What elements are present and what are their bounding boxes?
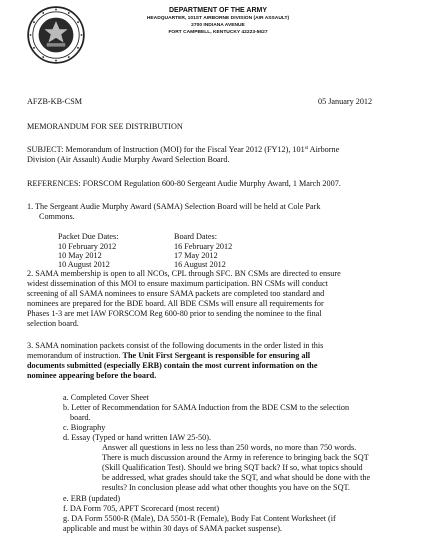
list-item-b-cont: board. [70, 413, 91, 422]
subject-line-1 [27, 145, 339, 155]
office-symbol: AFZB-KB-CSM [27, 97, 83, 106]
packet-date: 10 February 2012 [58, 242, 117, 251]
para3-bold-text: The Unit First Sergeant is responsible for ensuring all [122, 351, 311, 360]
references-line: REFERENCES: FORSCOM Regulation 600-80 Sergeant Audie Murphy Award, 1 March 2007. [27, 179, 341, 188]
letterhead-street: 2700 INDIANA AVENUE [191, 23, 245, 28]
board-dates-header: Board Dates: [174, 232, 217, 241]
packet-date: 10 August 2012 [58, 260, 110, 269]
letterhead-department: DEPARTMENT OF THE ARMY [169, 7, 267, 14]
para3-line-2 [27, 351, 310, 361]
list-item-b: b. Letter of Recommendation for SAMA Induction from the BDE CSM to the selection [63, 403, 350, 412]
para1-line-2: Commons. [39, 212, 75, 221]
para2-line: widest dissemination of this MOI to ensure maximum participation. BN CSMs will conduct [27, 279, 328, 288]
subject-superscript: st [304, 146, 309, 151]
list-item-f: f. DA Form 705, APFT Scorecard (most recent) [63, 504, 220, 513]
subject-line-2: Division (Air Assault) Audie Murphy Award Selection Board. [27, 155, 230, 164]
essay-line: Answer all questions in less no less than 250 words, no more than 750 words. [102, 443, 357, 452]
board-date: 17 May 2012 [174, 251, 218, 260]
subject-text-a: SUBJECT: Memorandum of Instruction (MOI) for the Fiscal Year 2012 (FY12), 101 [27, 145, 305, 154]
board-date: 16 August 2012 [174, 260, 226, 269]
essay-line: results? In conclusion please add what other thoughts you have on the SQT. [102, 483, 350, 492]
letterhead-city: FORT CAMPBELL, KENTUCKY 42223-5627 [168, 30, 268, 35]
subject-text-b: Airborne [308, 145, 340, 154]
para3-line-1: 3. SAMA nomination packets consist of the following documents in the order listed in this [27, 341, 324, 350]
board-date: 16 February 2012 [174, 242, 233, 251]
list-item-g-cont: applicable and must be within 30 days of SAMA packet suspense). [63, 524, 282, 533]
para3-text: memorandum of instruction. [27, 351, 123, 360]
para3-bold-line-4: nominee appearing before the board. [27, 371, 157, 380]
para3-bold-line-3: documents submitted (especially ERB) contain the most current information on the [27, 361, 318, 370]
essay-line: (Skill Qualification Test). Should we bring SQT back? If so, what topics should [102, 463, 363, 472]
list-item-g: g. DA Form 5500-R (Male), DA 5501-R (Female), Body Fat Content Worksheet (if [63, 514, 336, 523]
para2-line: nominees are prepared for the BDE board. All BDE CSMs will ensure all requirements for [27, 299, 324, 308]
memo-for-line: MEMORANDUM FOR SEE DISTRIBUTION [27, 122, 183, 131]
list-item-a: a. Completed Cover Sheet [63, 393, 149, 402]
letterhead-headquarter: HEADQUARTER, 101ST AIRBORNE DIVISION (AIR ASSAULT) [146, 16, 290, 21]
para2-line: 2. SAMA membership is open to all NCOs, CPL through SFC. BN CSMs are directed to ensure [27, 269, 341, 278]
essay-line: be addressed, what grades should take the SQT, and what should be done with the [102, 473, 371, 482]
para2-line: screening of all SAMA nominees to ensure SAMA packets are completed too standard and [27, 289, 325, 298]
para1-line-1: 1. The Sergeant Audie Murphy Award (SAMA) Selection Board will be held at Cole Park [27, 202, 321, 211]
para2-line: Phases 1-3 are met IAW FORSCOM Reg 600-80 prior to sending the nominee to the final [27, 309, 322, 318]
memo-date: 05 January 2012 [318, 97, 373, 106]
list-item-c: c. Biography [63, 423, 106, 432]
list-item-d: d. Essay (Typed or hand written IAW 25-50). [63, 433, 212, 442]
packet-due-header: Packet Due Dates: [58, 232, 119, 241]
list-item-e: e. ERB (updated) [63, 494, 121, 503]
essay-line: There is much discussion around the Army in reference to bringing back the SQT [102, 453, 369, 462]
para2-line: selection board. [27, 319, 79, 328]
packet-date: 10 May 2012 [58, 251, 102, 260]
army-seal-logo [27, 6, 85, 64]
